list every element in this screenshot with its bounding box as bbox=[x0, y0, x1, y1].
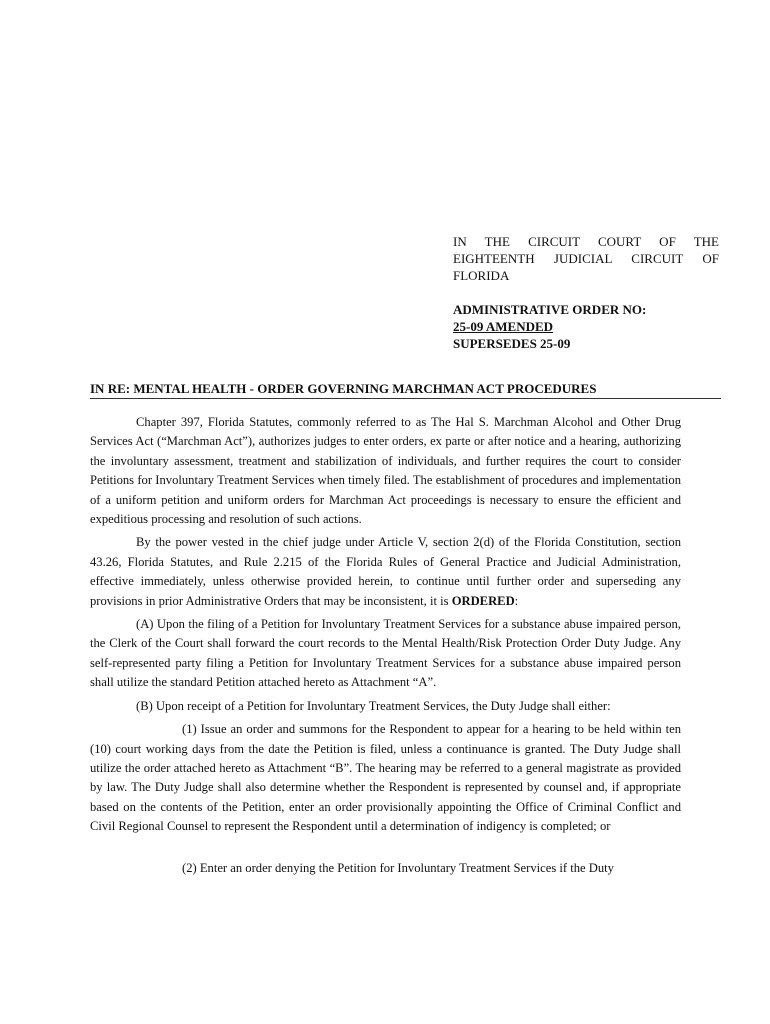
paragraph-b1: (1) Issue an order and summons for the Respondent to appear for a hearing to be held within ten (10) court working days from the date the Petition is filed, unless a continuance is granted. The Duty Judge shall utilize the order attached hereto as Attachment “B”. The hearing may be referred to a general magistrate as provided by law. The Duty Judge shall also determine whether the Respondent is represented by counsel and, if appropriate based on the contents of the Petition, enter an order provisionally appointing the Office of Criminal Conflict and Civil Regional Counsel to represent the Respondent until a determination of indigency is completed; or bbox=[90, 722, 681, 834]
case-caption bbox=[453, 233, 719, 352]
ordered-keyword: ORDERED bbox=[451, 593, 515, 608]
order-number-label: ADMINISTRATIVE ORDER NO: bbox=[453, 302, 647, 317]
order-body bbox=[90, 413, 681, 882]
order-number-block bbox=[453, 301, 719, 352]
court-name: IN THE CIRCUIT COURT OF THE EIGHTEENTH JUDICIAL CIRCUIT OF FLORIDA bbox=[453, 234, 719, 283]
paragraph-authority bbox=[90, 533, 681, 611]
authority-colon: : bbox=[514, 593, 519, 608]
paragraph-a: (A) Upon the filing of a Petition for Involuntary Treatment Services for a substance abuse impaired person, the Clerk of the Court shall forward the court records to the Mental Health/Risk Protection Order Duty Judge. Any self-represented party filing a Petition for Involuntary Treatment Services for a substance abuse impaired person shall utilize the standard Petition attached hereto as Attachment “A”. bbox=[90, 617, 681, 690]
in-re-heading: IN RE: MENTAL HEALTH - ORDER GOVERNING MARCHMAN ACT PROCEDURES bbox=[90, 381, 721, 399]
paragraph-intro: Chapter 397, Florida Statutes, commonly referred to as The Hal S. Marchman Alcohol and Other Drug Services Act (“Marchman Act”), authorizes judges to enter orders, ex parte or after notice and a hearing, authorizing the involuntary assessment, treatment and stabilization of individuals, and further requires the court to consider Petitions for Involuntary Treatment Services when timely filed. The establishment of procedures and implementation of a uniform petition and uniform orders for Marchman Act proceedings is necessary to ensure the efficient and expeditious processing and resolution of such actions. bbox=[90, 415, 681, 527]
order-supersedes: SUPERSEDES 25-09 bbox=[453, 336, 571, 351]
paragraph-b2: (2) Enter an order denying the Petition for Involuntary Treatment Services if the Duty bbox=[182, 860, 614, 875]
authority-text: By the power vested in the chief judge under Article V, section 2(d) of the Florida Constitution, section 43.26, Florida Statutes, and Rule 2.215 of the Florida Rules of General Practice and Judicial Administration, effective immediately, unless otherwise provided herein, to continue until further order and superseding any provisions in prior Administrative Orders that may be inconsistent, it is bbox=[90, 535, 681, 608]
paragraph-b: (B) Upon receipt of a Petition for Involuntary Treatment Services, the Duty Judge shall either: bbox=[136, 698, 611, 713]
order-amended-number: 25-09 AMENDED bbox=[453, 319, 554, 334]
